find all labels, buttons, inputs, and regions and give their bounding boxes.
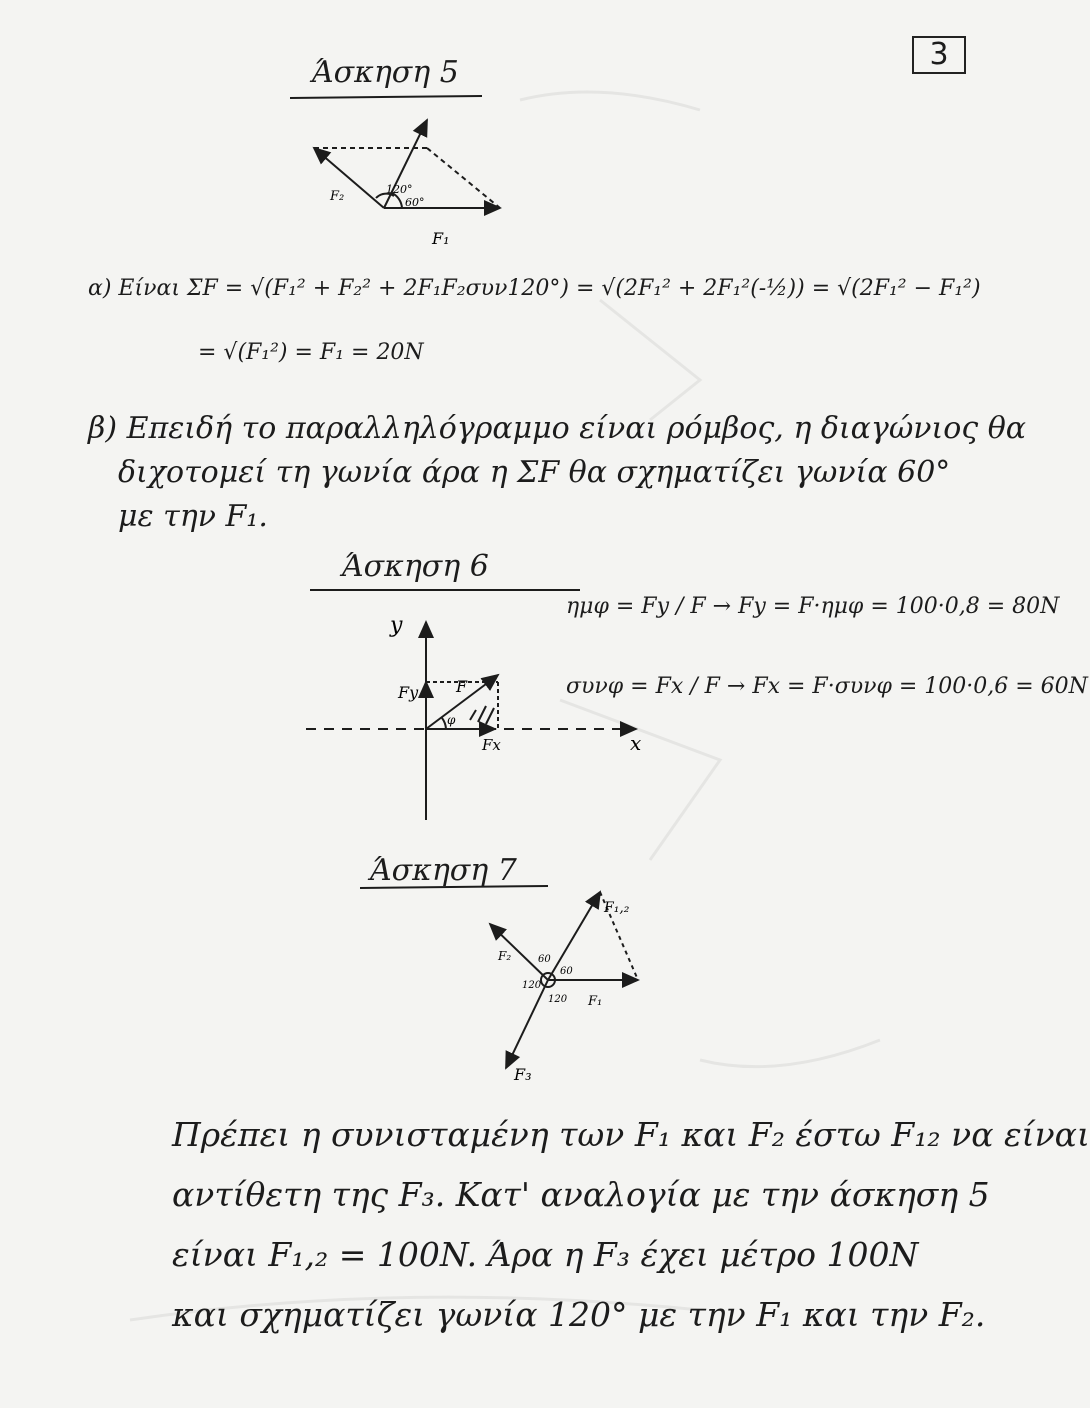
ex5-angle-60: 60° bbox=[405, 196, 425, 209]
ex7-f3-label: F₃ bbox=[514, 1065, 532, 1084]
ex6-title: Άσκηση 6 bbox=[342, 549, 489, 584]
ex6-y-label: y bbox=[390, 613, 403, 638]
ex6-fx-label: Fx bbox=[482, 736, 501, 754]
page-number: 3 bbox=[912, 36, 966, 74]
ex5-a-line2: = √(F₁²) = F₁ = 20N bbox=[198, 340, 424, 365]
ex6-x-label: x bbox=[630, 731, 642, 755]
ex7-f2-label: F₂ bbox=[498, 949, 512, 963]
ex6-fy-label: Fy bbox=[398, 683, 419, 702]
ex7-angle-60b: 60 bbox=[560, 966, 573, 977]
ex5-title: Άσκηση 5 bbox=[312, 55, 459, 90]
ex5-f2-arrow bbox=[314, 148, 384, 208]
ex6-phi-label: φ bbox=[447, 713, 456, 727]
ex5-f2-label: F₂ bbox=[330, 189, 345, 204]
ex5-b-line1: β) Επειδή το παραλληλόγραμμο είναι ρόμβος, η διαγώνιος θα bbox=[88, 411, 1027, 446]
ex7-f12-arrow bbox=[548, 892, 600, 980]
ex6-f-label: F bbox=[456, 677, 468, 696]
ex7-force-diagram bbox=[0, 850, 1024, 1090]
ex7-angle-120a: 120 bbox=[522, 980, 542, 991]
ex5-rhombus-diagram bbox=[0, 0, 1024, 260]
ex7-para-line3: είναι F₁,₂ = 100N. Άρα η F₃ έχει μέτρο 100N bbox=[172, 1235, 919, 1274]
ex7-f1-label: F₁ bbox=[588, 994, 603, 1009]
ex5-a-line1: α) Είναι ΣF = √(F₁² + F₂² + 2F₁F₂συν120°) = √(2F₁² + 2F₁²(-½)) = √(2F₁² − F₁²) bbox=[88, 276, 981, 301]
ex7-para-line2: αντίθετη της F₃. Κατ' αναλογία με την άσκηση 5 bbox=[172, 1175, 990, 1214]
ex7-title-underline bbox=[360, 886, 548, 888]
ex6-eq-sin: ημφ = Fy / F → Fy = F·ημφ = 100·0,8 = 80N bbox=[566, 594, 1060, 619]
ex7-angle-60a: 60 bbox=[538, 954, 551, 965]
ex5-b-line3: με την F₁. bbox=[118, 499, 268, 534]
ex7-para-line4: και σχηματίζει γωνία 120° με την F₁ και την F₂. bbox=[172, 1295, 986, 1334]
ex7-f3-arrow bbox=[506, 980, 548, 1068]
ex7-angle-120b: 120 bbox=[548, 994, 568, 1005]
ex5-angle-120: 120° bbox=[386, 183, 413, 196]
ex5-f1-label: F₁ bbox=[432, 229, 450, 248]
ex6-eq-cos: συνφ = Fx / F → Fx = F·συνφ = 100·0,6 = 60N bbox=[566, 674, 1088, 699]
ex5-b-line2: διχοτομεί τη γωνία άρα η ΣF θα σχηματίζει γωνία 60° bbox=[118, 455, 951, 490]
ex7-title: Άσκηση 7 bbox=[370, 853, 517, 888]
ex7-f12-label: F₁,₂ bbox=[604, 900, 630, 916]
ex7-para-line1: Πρέπει η συνισταμένη των F₁ και F₂ έστω F₁₂ να είναι bbox=[172, 1115, 1090, 1154]
